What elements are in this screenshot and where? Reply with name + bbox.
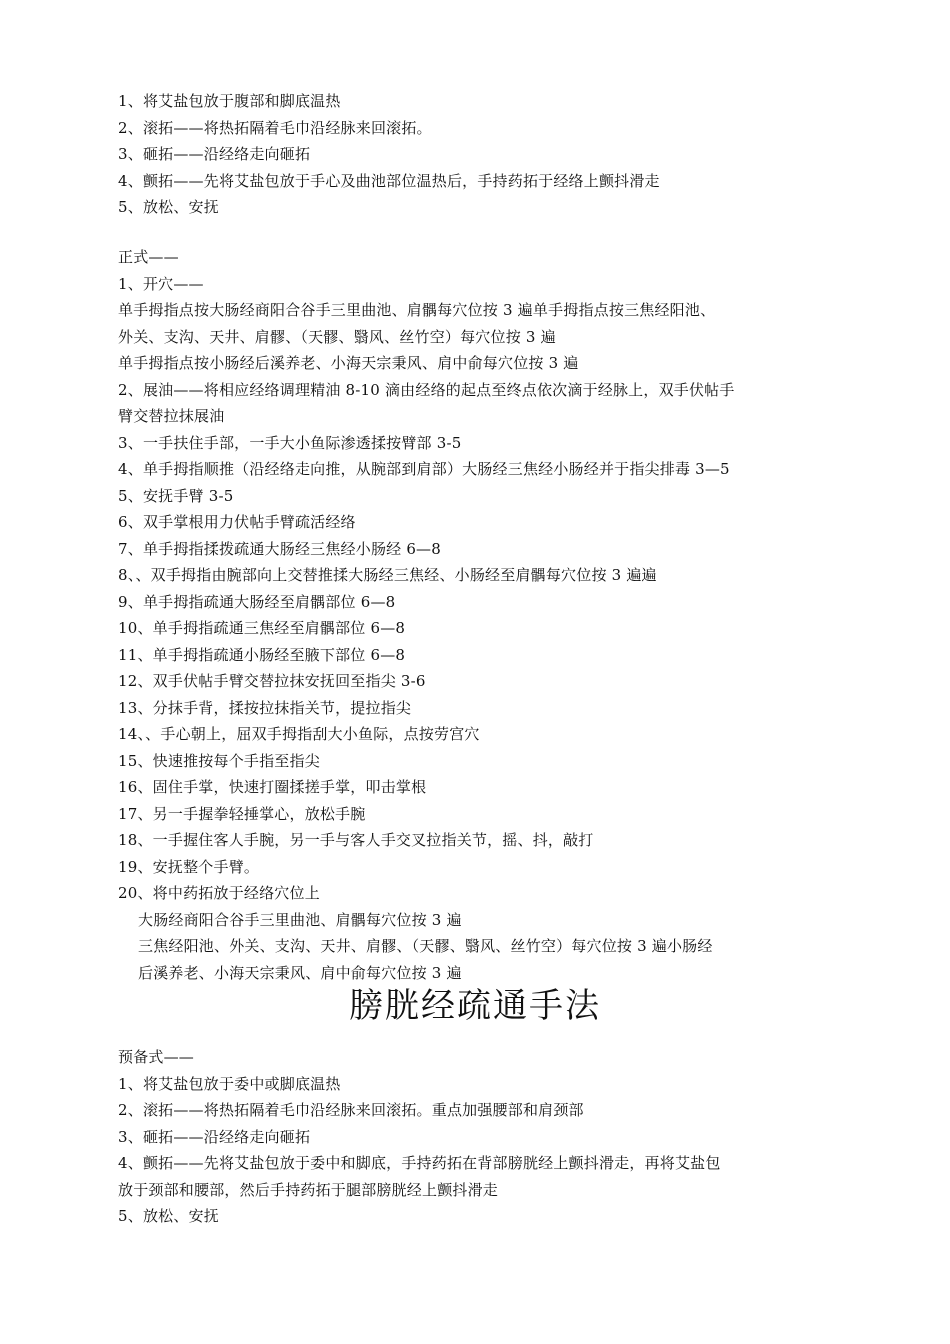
formal-line: 14、、手心朝上，屈双手拇指刮大小鱼际，点按劳宫穴	[118, 725, 480, 743]
warmup-step: 5、放松、安抚	[118, 198, 219, 216]
warmup-step: 4、颤拓——先将艾盐包放于手心及曲池部位温热后，手持药拓于经络上颤抖滑走	[118, 171, 660, 190]
formal-line: 5、安抚手臂 3-5	[118, 486, 234, 505]
formal-line: 7、单手拇指揉拨疏通大肠经三焦经小肠经 6—8	[118, 539, 442, 558]
formal-heading: 正式——	[118, 248, 179, 266]
formal-line: 1、开穴——	[118, 274, 204, 293]
formal-line: 20、将中药拓放于经络穴位上	[118, 884, 320, 902]
formal-line: 单手拇指点按大肠经商阳合谷手三里曲池、肩髃每穴位按 3 遍单手拇指点按三焦经阳池、	[118, 301, 716, 319]
warmup-step: 3、砸拓——沿经络走向砸拓	[118, 145, 311, 163]
prep-heading: 预备式——	[118, 1048, 195, 1066]
formal-line: 6、双手掌根用力伏帖手臂疏活经络	[118, 513, 356, 531]
prep-step: 放于颈部和腰部，然后手持药拓于腿部膀胱经上颤抖滑走	[118, 1180, 499, 1199]
formal-line: 10、单手拇指疏通三焦经至肩髃部位 6—8	[118, 619, 406, 637]
prep-step: 3、砸拓——沿经络走向砸拓	[118, 1127, 311, 1146]
formal-line: 18、一手握住客人手腕，另一手与客人手交叉拉指关节，摇、抖，敲打	[118, 831, 594, 849]
warmup-step: 1、将艾盐包放于腹部和脚底温热	[118, 92, 341, 110]
warmup-steps-list	[118, 88, 838, 221]
prep-step: 2、滚拓——将热拓隔着毛巾沿经脉来回滚拓。重点加强腰部和肩颈部	[118, 1101, 584, 1119]
formal-line: 11、单手拇指疏通小肠经至腋下部位 6—8	[118, 645, 406, 664]
prep-step: 4、颤拓——先将艾盐包放于委中和脚底，手持药拓在背部膀胱经上颤抖滑走，再将艾盐包	[118, 1154, 721, 1172]
formal-line: 单手拇指点按小肠经后溪养老、小海天宗秉风、肩中俞每穴位按 3 遍	[118, 354, 579, 372]
formal-line: 9、单手拇指疏通大肠经至肩髃部位 6—8	[118, 592, 396, 611]
formal-line: 17、另一手握拳轻捶掌心，放松手腕	[118, 804, 366, 823]
formal-line: 3、一手扶住手部，一手大小鱼际渗透揉按臂部 3-5	[118, 433, 462, 452]
prep-section	[118, 1044, 838, 1230]
formal-indented-line: 大肠经商阳合谷手三里曲池、肩髃每穴位按 3 遍	[138, 910, 462, 929]
formal-line: 13、分抹手背，揉按拉抹指关节，提拉指尖	[118, 698, 412, 717]
warmup-step: 2、滚拓——将热拓隔着毛巾沿经脉来回滚拓。	[118, 118, 432, 137]
formal-line: 16、固住手掌，快速打圈揉搓手掌，叩击掌根	[118, 778, 427, 796]
formal-line: 外关、支沟、天井、肩髎、（天髎、翳风、丝竹空）每穴位按 3 遍	[118, 327, 556, 346]
formal-line: 19、安抚整个手臂。	[118, 857, 260, 876]
formal-line: 15、快速推按每个手指至指尖	[118, 751, 320, 770]
formal-line: 4、单手拇指顺推（沿经络走向推，从腕部到肩部）大肠经三焦经小肠经并于指尖排毒 3—5	[118, 460, 730, 478]
section-title: 膀胱经疏通手法	[349, 986, 601, 1026]
formal-line: 臂交替拉抹展油	[118, 407, 225, 425]
prep-step: 1、将艾盐包放于委中或脚底温热	[118, 1074, 341, 1093]
formal-line: 12、双手伏帖手臂交替拉抹安抚回至指尖 3-6	[118, 672, 426, 690]
formal-section	[118, 244, 838, 986]
formal-line: 2、展油——将相应经络调理精油 8-10 滴由经络的起点至终点依次滴于经脉上，双手伏帖手	[118, 380, 735, 399]
formal-indented-line: 后溪养老、小海天宗秉风、肩中俞每穴位按 3 遍	[138, 963, 462, 982]
prep-step: 5、放松、安抚	[118, 1207, 219, 1225]
formal-line: 8、、双手拇指由腕部向上交替推揉大肠经三焦经、小肠经至肩髃每穴位按 3 遍遍	[118, 566, 657, 584]
formal-indented-line: 三焦经阳池、外关、支沟、天井、肩髎、（天髎、翳风、丝竹空）每穴位按 3 遍小肠经	[138, 937, 713, 955]
